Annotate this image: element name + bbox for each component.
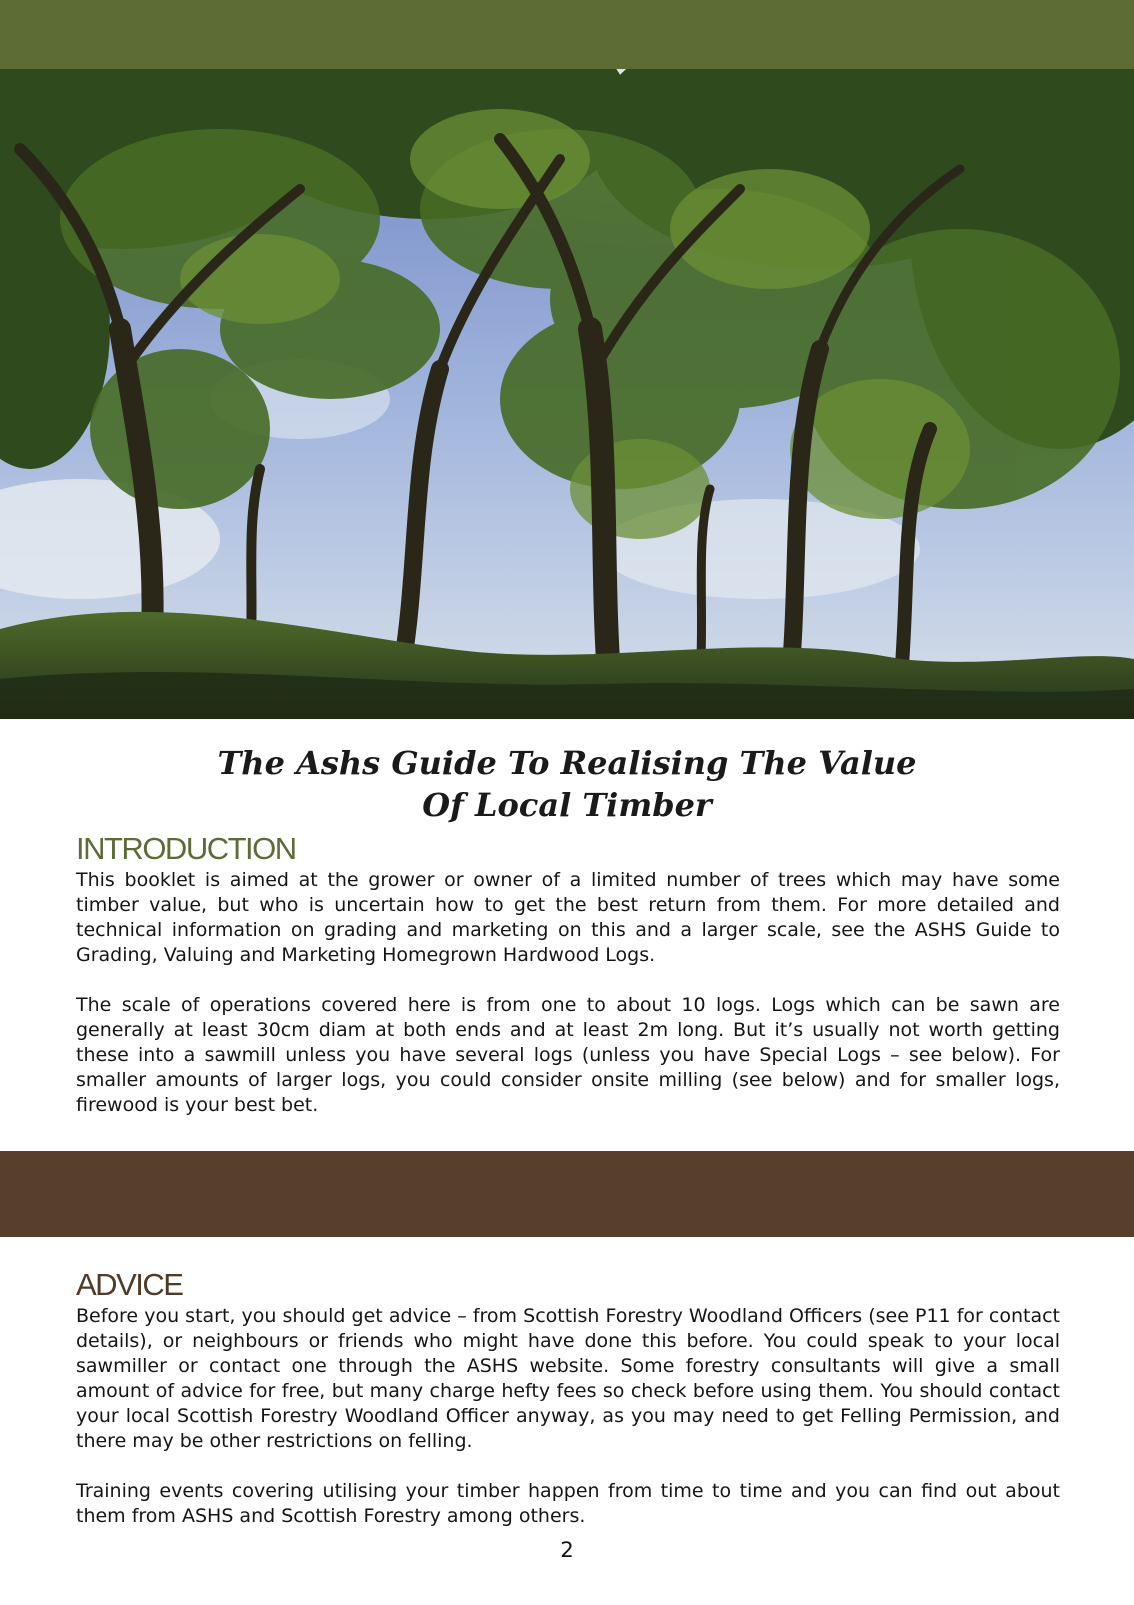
introduction-section — [76, 832, 1060, 1143]
introduction-paragraph: The scale of operations covered here is from one to about 10 logs. Logs which can be sawn are generally at least 30cm diam at both ends and at least 2m long. But it’s usually not worth getting these into a sawmill unless you have several logs (unless you have Special Logs – see below). For smaller amounts of larger logs, you could consider onsite milling (see below) and for smaller logs, firewood is your best bet. — [76, 994, 1060, 1116]
top-color-band — [0, 0, 1134, 69]
advice-section — [76, 1268, 1060, 1554]
document-title — [0, 742, 1134, 826]
forest-photo — [0, 69, 1134, 719]
section-divider-band — [0, 1151, 1134, 1237]
page-number: 2 — [560, 1538, 574, 1562]
advice-heading: ADVICE — [76, 1267, 183, 1302]
introduction-heading: INTRODUCTION — [76, 831, 296, 866]
introduction-paragraph: This booklet is aimed at the grower or owner of a limited number of trees which may have some timber value, but who is uncertain how to get the best return from them. For more detailed and technical information on grading and marketing on this and a larger scale, see the ASHS Guide to Grading, Valuing and Marketing Homegrown Hardwood Logs. — [76, 869, 1060, 966]
advice-paragraph: Before you start, you should get advice – from Scottish Forestry Woodland Officers (see P11 for contact details), or neighbours or friends who might have done this before. You could speak to your local sawmiller or contact one through the ASHS website. Some forestry consultants will give a small amount of advice for free, but many charge hefty fees so check before using them. You should contact your local Scottish Forestry Woodland Officer anyway, as you may need to get Felling Permission, and there may be other restrictions on felling. — [76, 1305, 1060, 1452]
advice-paragraph: Training events covering utilising your timber happen from time to time and you can find out about them from ASHS and Scottish Forestry among others. — [76, 1480, 1060, 1527]
title-line-2: Of Local Timber — [422, 786, 712, 824]
title-line-1: The Ashs Guide To Realising The Value — [217, 744, 917, 782]
